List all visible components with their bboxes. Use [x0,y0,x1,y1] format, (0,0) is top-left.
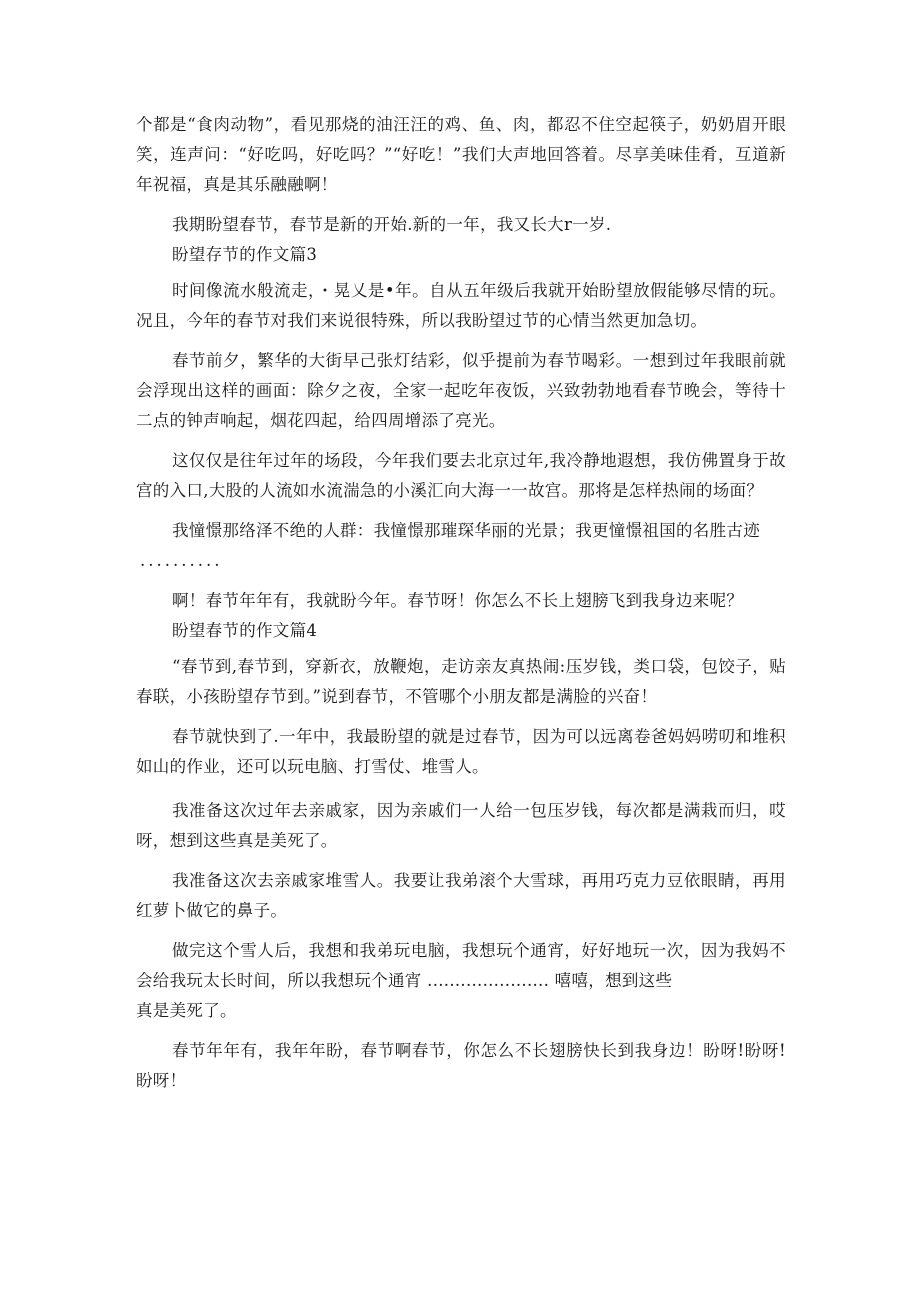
paragraph: 啊！春节年年有，我就盼今年。春节呀！你怎么不长上翅膀飞到我身边来呢？ [172,591,744,610]
section-heading: 盼望存节的作文篇3 [172,245,318,264]
paragraph: 我准备这次过年去亲戚家，因为亲戚们一人给一包压岁钱，每次都是满栽而归，哎呀，想到这些真是美死了。 [136,801,786,850]
paragraph: 春节就快到了.一年中，我最盼望的就是过春节，因为可以远离卷爸妈妈唠叨和堆积如山的作业，还可以玩电脑、打雪仗、堆雪人。 [136,727,786,776]
paragraph: 我准备这次去亲戚家堆雪人。我要让我弟滚个大雪球，再用巧克力豆依眼睛，再用红萝卜做它的鼻子。 [136,871,786,920]
ellipsis-line: .......... [140,551,223,570]
paragraph: “春节到,春节到，穿新衣，放鞭炮，走访亲友真热闹:压岁钱，类口袋，包饺子，贴春联，小孩盼望存节到。”说到春节，不管哪个小朋友都是满脸的兴奋！ [136,657,786,706]
paragraph: 我憧憬那络泽不绝的人群：我憧憬那璀琛华丽的光景；我更憧憬祖国的名胜古迹 [172,521,760,540]
paragraph: 春节年年有，我年年盼，春节啊春节，你怎么不长翅膀快长到我身边！盼呀!盼呀!盼呀！ [136,1041,786,1090]
paragraph: 做完这个雪人后，我想和我弟玩电脑，我想玩个通宵，好好地玩一次，因为我妈不会给我玩太长时间，所以我想玩个通宵 ...................... 嘻嘻，想到这些 [136,941,786,990]
section-heading: 盼望春节的作文篇4 [172,621,318,640]
paragraph-continuation: 真是美死了。 [136,1001,237,1020]
paragraph: 时间像流水般流走，・晃乂是•年。自从五年级后我就开始盼望放假能够尽情的玩。况且，今年的春节对我们来说很特殊，所以我盼望过节的心情当然更加急切。 [136,281,786,330]
essay-body [136,110,786,1096]
paragraph: 个都是“食肉动物”，看见那烧的油汪汪的鸡、鱼、肉，都忍不住空起筷子，奶奶眉开眼笑，连声问：“好吃吗，好吃吗？”“好吃！”我们大声地回答着。尽享美味佳肴，互道新年祝福，真是其乐融融啊！ [136,115,786,194]
paragraph: 这仅仅是往年过年的场段，今年我们要去北京过年,我冷静地遐想，我仿佛置身于故宫的入口,大股的人流如水流湍急的小溪汇向大海一一故宫。那将是怎样热闹的场面？ [136,451,786,500]
paragraph: 我期盼望春节，春节是新的开始.新的一年，我又长大r一岁. [172,215,612,234]
paragraph: 春节前夕，繁华的大街早己张灯结彩，似乎提前为春节喝彩。一想到过年我眼前就会浮现出这样的画面：除夕之夜，全家一起吃年夜饭，兴致勃勃地看春节晚会，等待十二点的钟声响起，烟花四起，给四周增添了亮光。 [136,351,786,430]
